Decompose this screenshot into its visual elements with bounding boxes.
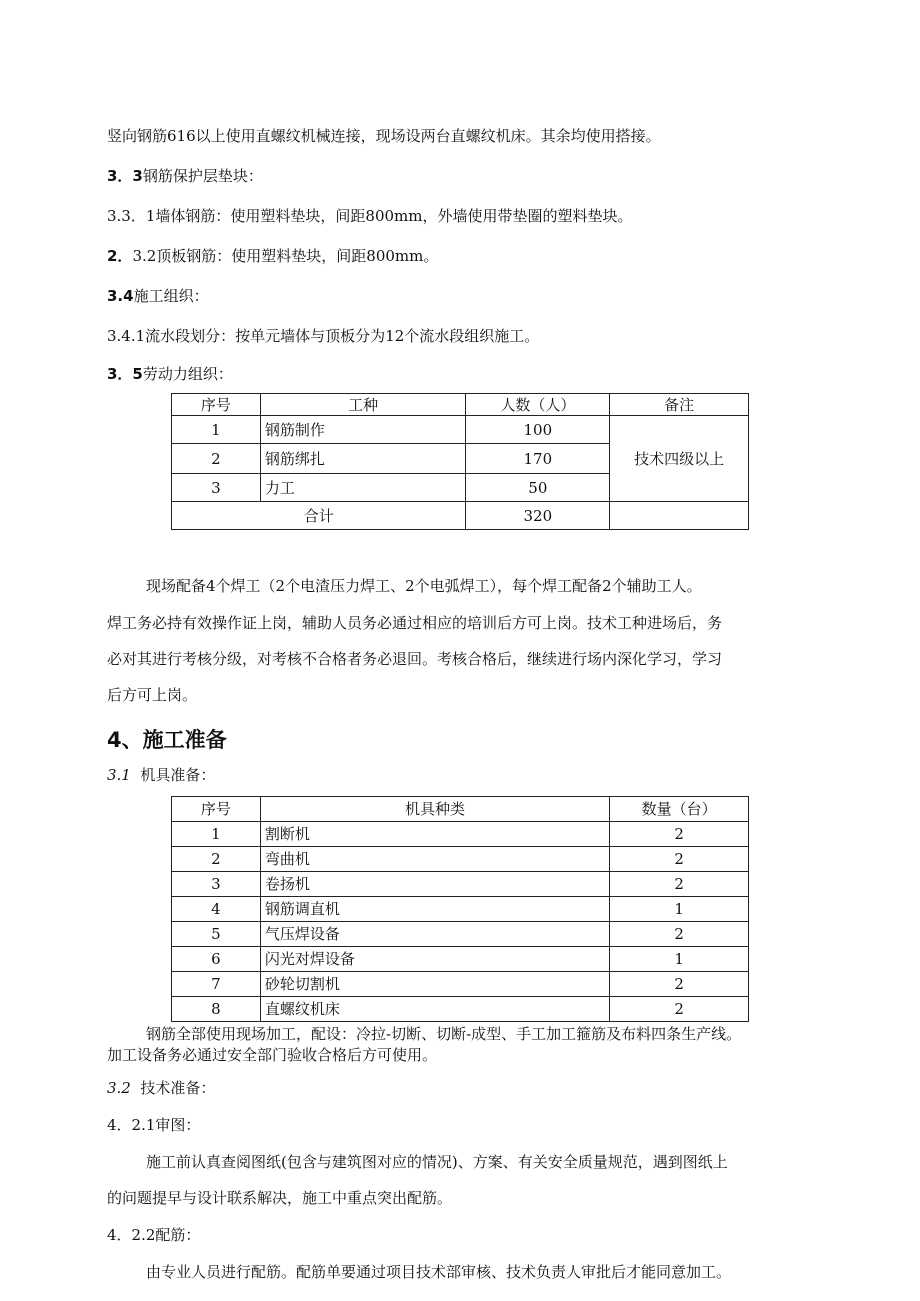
remark-cell: 技术四级以上 [610,416,749,502]
row-number-cell: 3 [172,872,261,897]
machine-name-cell: 钢筋调直机 [260,897,609,922]
paragraph-slab-rebar [107,246,438,266]
section-number: 3.2 [107,1079,131,1097]
table-header-cell: 序号 [172,394,261,416]
table-header-cell: 人数（人） [466,394,610,416]
subsection-drawing-review: 4．2.1审图： [107,1116,201,1134]
section-heading-3-4 [107,286,209,306]
paragraph-rebar-connection: 竖向钢筋616以上使用直螺纹机械连接，现场设两台直螺纹机床。其余均使用搭接。 [107,127,661,145]
item-number: 2． [107,247,133,265]
section-heading-3-3 [107,166,263,186]
table-header-cell: 备注 [610,394,749,416]
table-header-cell: 序号 [172,797,261,822]
trade-cell: 力工 [260,474,466,502]
table-header-cell: 工种 [260,394,466,416]
section-number: 3.1 [107,766,131,784]
paragraph-welders-line3: 必对其进行考核分级，对考核不合格者务必退回。考核合格后，继续进行场内深化学习，学习 [107,650,723,668]
section-title: 劳动力组织： [142,365,233,383]
row-number-cell: 7 [172,972,261,997]
quantity-cell: 2 [610,847,749,872]
section-number: 3．3 [107,167,143,185]
quantity-cell: 2 [610,872,749,897]
section-heading-3-5 [107,364,233,384]
table-row [172,947,749,972]
item-text: 3.2顶板钢筋：使用塑料垫块，间距800mm。 [132,247,439,265]
subsection-rebar-schedule: 4．2.2配筋： [107,1226,201,1244]
machine-name-cell: 砂轮切割机 [260,972,609,997]
row-number-cell: 3 [172,474,261,502]
paragraph-rebar-schedule: 由专业人员进行配筋。配筋单要通过项目技术部审核、技术负责人审批后才能同意加工。 [146,1263,732,1281]
table-total-row [172,502,749,530]
paragraph-review-line1: 施工前认真查阅图纸(包含与建筑图对应的情况)、方案、有关安全质量规范，遇到图纸上 [146,1153,728,1171]
section-title: 钢筋保护层垫块： [142,167,263,185]
table-row [172,822,749,847]
table-row [172,872,749,897]
section-title: 技术准备： [140,1079,216,1097]
quantity-cell: 2 [610,922,749,947]
table-row [172,847,749,872]
paragraph-welders-line2: 焊工务必持有效操作证上岗，辅助人员务必通过相应的培训后方可上岗。技术工种进场后，务 [107,614,723,632]
empty-cell [610,502,749,530]
trade-cell: 钢筋制作 [260,416,466,444]
quantity-cell: 2 [610,972,749,997]
paragraph-welders-line4: 后方可上岗。 [107,686,198,704]
count-cell: 100 [466,416,610,444]
section-number: 3．5 [107,365,143,383]
row-number-cell: 1 [172,416,261,444]
quantity-cell: 1 [610,897,749,922]
trade-cell: 钢筋绑扎 [260,444,466,474]
paragraph-flow-sections: 3.4.1流水段划分：按单元墙体与顶板分为12个流水段组织施工。 [107,327,540,345]
table-row [172,416,749,444]
quantity-cell: 1 [610,947,749,972]
machine-name-cell: 直螺纹机床 [260,997,609,1022]
row-number-cell: 4 [172,897,261,922]
machine-name-cell: 气压焊设备 [260,922,609,947]
quantity-cell: 2 [610,997,749,1022]
paragraph-welders-line1: 现场配备4个焊工（2个电渣压力焊工、2个电弧焊工），每个焊工配备2个辅助工人。 [146,577,702,595]
section-number: 3.4 [107,287,134,305]
paragraph-review-line2: 的问题提早与设计联系解决，施工中重点突出配筋。 [107,1189,453,1207]
row-number-cell: 1 [172,822,261,847]
total-label-cell: 合计 [172,502,466,530]
machine-name-cell: 闪光对焊设备 [260,947,609,972]
section-heading-technical [107,1078,215,1098]
section-title: 机具准备： [140,766,216,784]
total-count-cell: 320 [466,502,610,530]
paragraph-processing-line2: 加工设备务必通过安全部门验收合格后方可使用。 [107,1046,438,1064]
machine-name-cell: 割断机 [260,822,609,847]
table-row [172,897,749,922]
table-row [172,922,749,947]
machine-name-cell: 卷扬机 [260,872,609,897]
chapter-heading-4: 4、施工准备 [107,728,227,752]
row-number-cell: 6 [172,947,261,972]
table-row [172,972,749,997]
table-row [172,997,749,1022]
row-number-cell: 8 [172,997,261,1022]
table-header-row [172,797,749,822]
section-title: 施工组织： [133,287,209,305]
table-header-cell: 数量（台） [610,797,749,822]
row-number-cell: 2 [172,444,261,474]
machine-name-cell: 弯曲机 [260,847,609,872]
section-heading-machines [107,765,215,785]
quantity-cell: 2 [610,822,749,847]
row-number-cell: 2 [172,847,261,872]
table-header-row [172,394,749,416]
machine-table [171,796,749,1022]
count-cell: 50 [466,474,610,502]
count-cell: 170 [466,444,610,474]
paragraph-processing-line1: 钢筋全部使用现场加工，配设：冷拉-切断、切断-成型、手工加工箍筋及布料四条生产线。 [146,1025,742,1043]
table-header-cell: 机具种类 [260,797,609,822]
labor-table [171,393,749,530]
paragraph-wall-rebar: 3.3．1墙体钢筋：使用塑料垫块，间距800mm，外墙使用带垫圈的塑料垫块。 [107,207,633,225]
row-number-cell: 5 [172,922,261,947]
